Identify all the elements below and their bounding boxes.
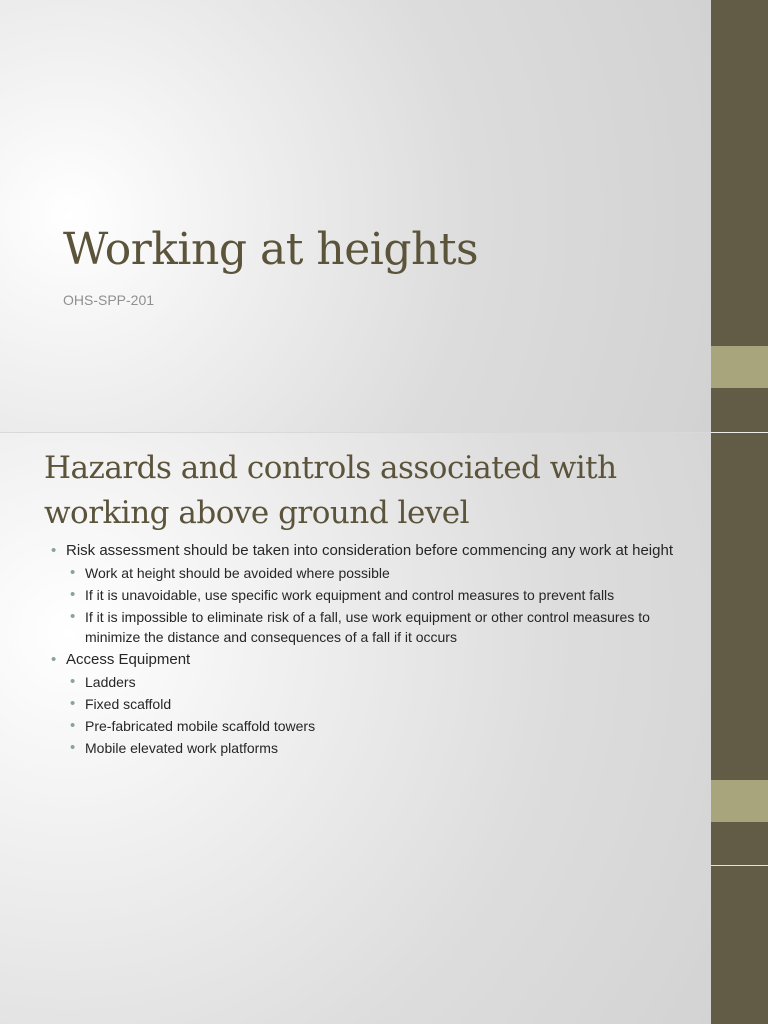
bullet-dot-icon: • xyxy=(70,739,76,756)
slide-title: Working at heights xyxy=(63,224,479,275)
bullet-item: • Access Equipment xyxy=(51,651,191,668)
side-band-rule xyxy=(711,865,768,866)
slide-2 xyxy=(0,433,711,1024)
bullet-dot-icon: • xyxy=(51,542,57,559)
bullet-dot-icon: • xyxy=(70,695,76,712)
slide-subtitle: OHS-SPP-201 xyxy=(63,292,155,308)
bullet-dot-icon: • xyxy=(70,586,76,603)
sub-bullet-item: • If it is unavoidable, use specific work equipment and control measures to prevent falls xyxy=(70,586,615,603)
sub-bullet-item: • If it is impossible to eliminate risk of a fall, use work equipment or other control measures to minimize the distance and consequences of a fall if it occurs xyxy=(70,608,650,645)
sub-bullet-item: • Fixed scaffold xyxy=(70,695,172,712)
side-band-slide-2 xyxy=(711,433,768,1024)
bullet-dot-icon: • xyxy=(70,673,76,690)
sub-bullet-item: • Ladders xyxy=(70,673,136,690)
heading-line-2: working above ground level xyxy=(44,495,470,531)
heading-line-1: Hazards and controls associated with xyxy=(44,450,617,486)
bullet-dot-icon: • xyxy=(70,608,76,625)
slide-divider xyxy=(711,432,768,433)
bullet-dot-icon: • xyxy=(70,717,76,734)
slide-1 xyxy=(0,0,711,432)
bullet-item: • Risk assessment should be taken into consideration before commencing any work at height xyxy=(51,542,673,559)
sub-bullet-item: • Pre-fabricated mobile scaffold towers xyxy=(70,717,316,734)
slide-heading xyxy=(44,446,684,536)
sub-bullet-item: • Mobile elevated work platforms xyxy=(70,739,278,756)
accent-block-slide-2 xyxy=(711,780,768,822)
bullet-dot-icon: • xyxy=(70,564,76,581)
bullet-dot-icon: • xyxy=(51,651,57,668)
bullet-list xyxy=(44,538,684,758)
accent-block-slide-1 xyxy=(711,346,768,388)
sub-bullet-item: • Work at height should be avoided where possible xyxy=(70,564,390,581)
